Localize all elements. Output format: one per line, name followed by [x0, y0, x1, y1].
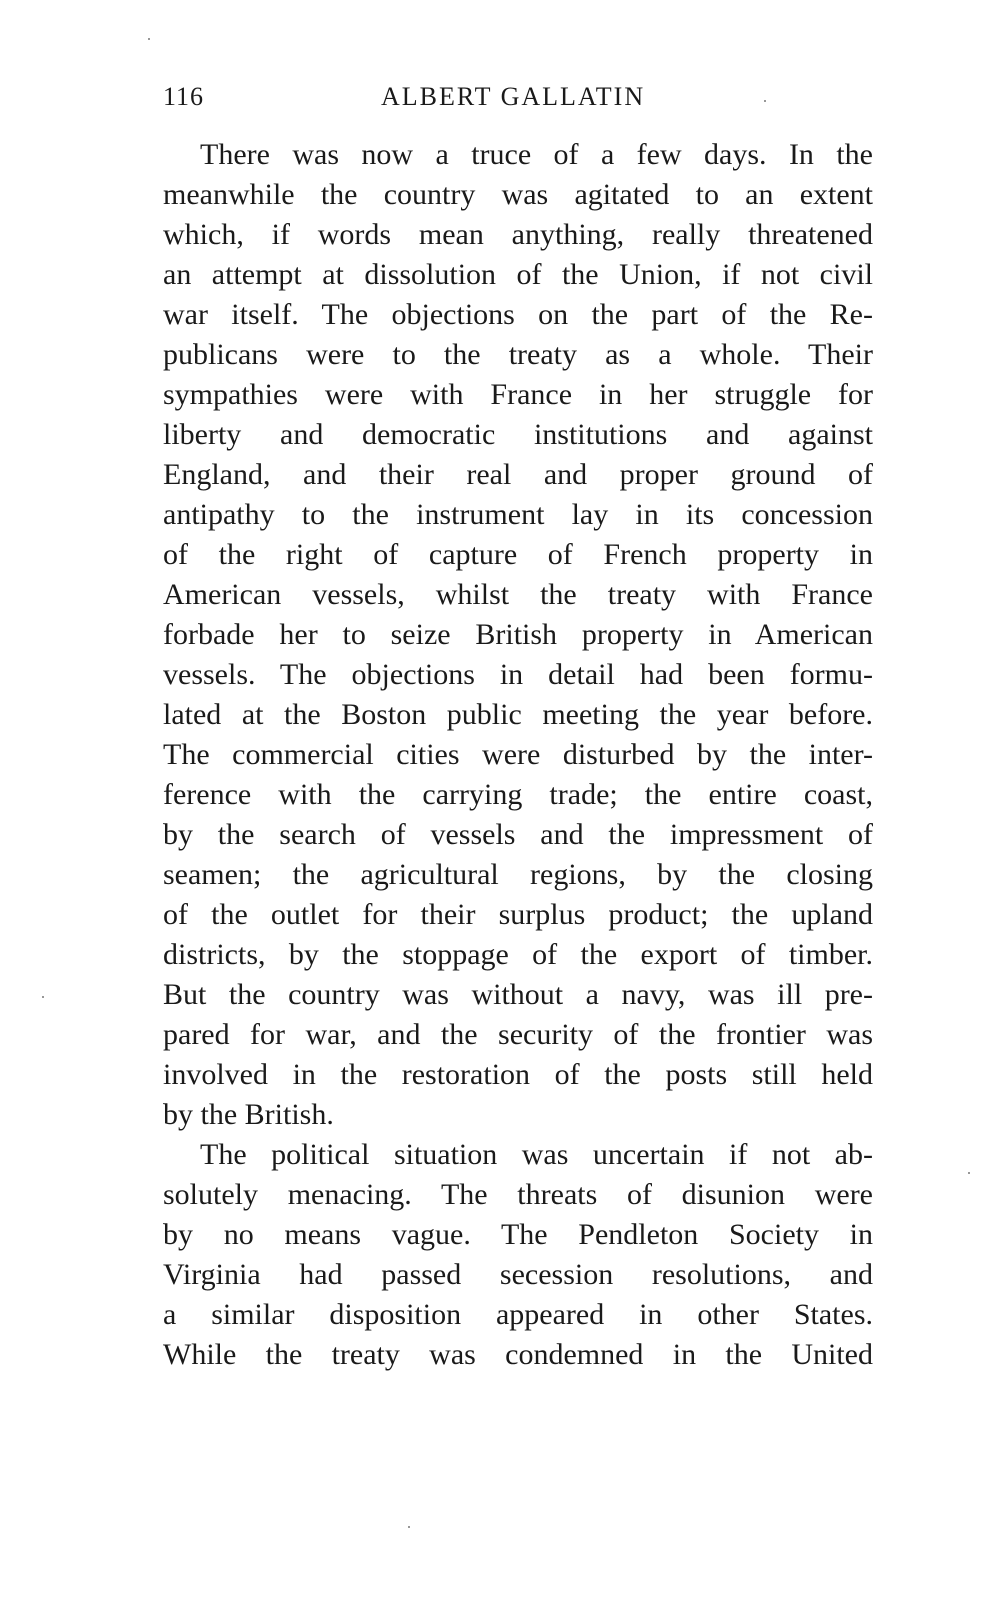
- page-number: 116: [163, 82, 205, 111]
- text-line: solutely menacing. The threats of disunion were: [163, 1178, 873, 1211]
- text-line: meanwhile the country was agitated to an extent: [163, 178, 873, 211]
- running-title: ALBERT GALLATIN: [381, 82, 646, 111]
- text-line: American vessels, whilst the treaty with France: [163, 578, 873, 611]
- text-line: lated at the Boston public meeting the year before.: [163, 698, 873, 731]
- text-line: involved in the restoration of the posts still held: [163, 1058, 873, 1091]
- text-line: by the British.: [163, 1098, 334, 1131]
- text-line: war itself. The objections on the part of the Re-: [163, 298, 873, 331]
- text-line: publicans were to the treaty as a whole. Their: [163, 338, 873, 371]
- scan-speck: [764, 100, 766, 102]
- text-line: England, and their real and proper ground of: [163, 458, 873, 491]
- running-head: [163, 82, 873, 122]
- text-line: Virginia had passed secession resolutions, and: [163, 1258, 873, 1291]
- body-text: [163, 135, 873, 1375]
- text-line: ference with the carrying trade; the entire coast,: [163, 778, 873, 811]
- text-line: liberty and democratic institutions and against: [163, 418, 873, 451]
- text-line: a similar disposition appeared in other States.: [163, 1298, 873, 1331]
- text-line: which, if words mean anything, really threatened: [163, 218, 873, 251]
- scan-speck: [408, 1526, 410, 1528]
- text-line: by no means vague. The Pendleton Society in: [163, 1218, 873, 1251]
- text-line: forbade her to seize British property in American: [163, 618, 873, 651]
- text-line: The political situation was uncertain if not ab-: [200, 1138, 873, 1171]
- text-line: of the right of capture of French property in: [163, 538, 873, 571]
- text-line: But the country was without a navy, was ill pre-: [163, 978, 873, 1011]
- text-line: districts, by the stoppage of the export of timber.: [163, 938, 873, 971]
- text-line: antipathy to the instrument lay in its concession: [163, 498, 873, 531]
- text-line: seamen; the agricultural regions, by the closing: [163, 858, 873, 891]
- scan-speck: [42, 996, 44, 998]
- text-line: pared for war, and the security of the frontier was: [163, 1018, 873, 1051]
- text-line: an attempt at dissolution of the Union, if not civil: [163, 258, 873, 291]
- text-line: The commercial cities were disturbed by the inter-: [163, 738, 873, 771]
- text-line: There was now a truce of a few days. In the: [200, 138, 873, 171]
- text-line: by the search of vessels and the impressment of: [163, 818, 873, 851]
- text-line: of the outlet for their surplus product; the upland: [163, 898, 873, 931]
- text-line: sympathies were with France in her struggle for: [163, 378, 873, 411]
- text-line: While the treaty was condemned in the United: [163, 1338, 873, 1371]
- text-line: vessels. The objections in detail had been formu-: [163, 658, 873, 691]
- scan-speck: [148, 38, 150, 40]
- scan-speck: [968, 1172, 970, 1174]
